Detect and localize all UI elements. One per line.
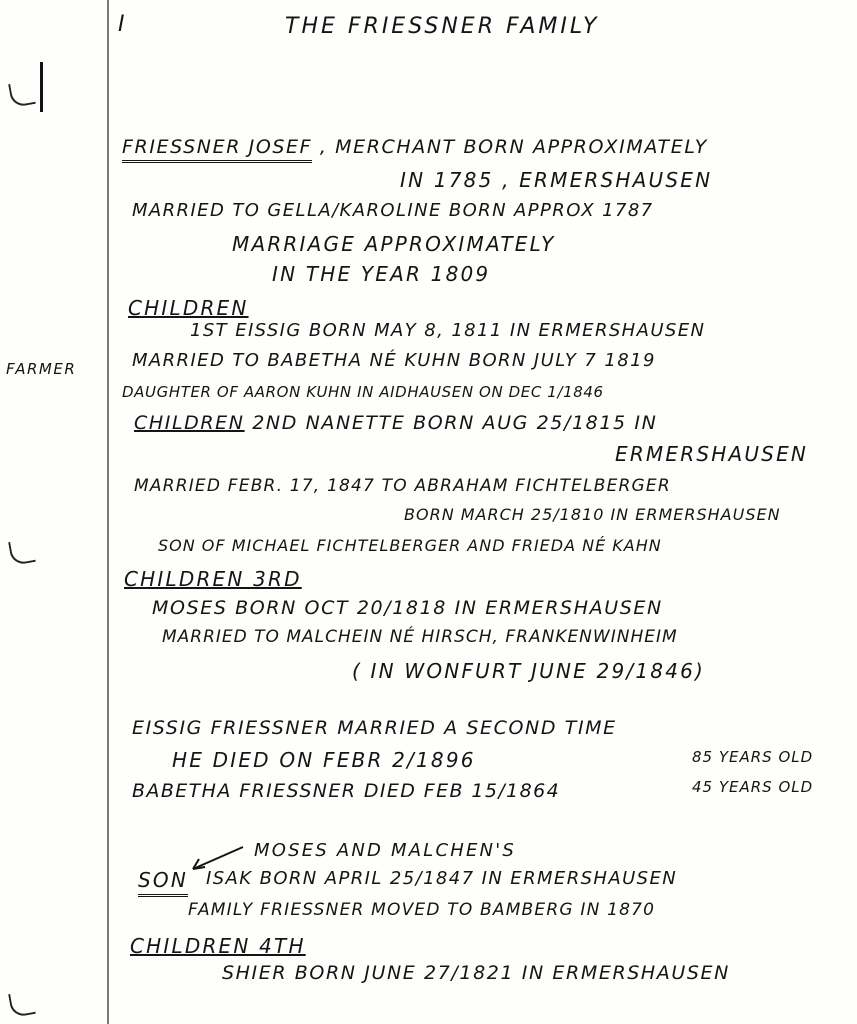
- line-year-1809: IN THE YEAR 1809: [272, 262, 491, 286]
- margin-mark: [40, 62, 43, 112]
- binder-hole-mark-bottom: [8, 990, 36, 1018]
- label-son: SON: [138, 868, 188, 897]
- page-title: THE FRIESSNER FAMILY: [285, 14, 600, 39]
- line-eissig-born: 1ST EISSIG BORN MAY 8, 1811 IN ERMERSHAUSEN: [190, 320, 706, 341]
- line-85-years-old: 85 YEARS OLD: [692, 748, 814, 766]
- heading-children-1: CHILDREN: [128, 296, 249, 320]
- line-josef: [122, 136, 708, 158]
- heading-children-4: CHILDREN 4TH: [130, 934, 306, 958]
- line-isak-born: ISAK BORN APRIL 25/1847 IN ERMERSHAUSEN: [206, 868, 678, 889]
- line-he-died: HE DIED ON FEBR 2/1896: [172, 748, 476, 772]
- margin-rule: [107, 0, 109, 1024]
- line-eissig-second-marriage: EISSIG FRIESSNER MARRIED A SECOND TIME: [132, 717, 617, 739]
- heading-children-2: CHILDREN: [134, 412, 245, 434]
- line-nanette-born: 2ND NANETTE BORN AUG 25/1815 IN: [244, 412, 658, 434]
- heading-children-3: CHILDREN 3RD: [124, 567, 302, 591]
- line-family-moved: FAMILY FRIESSNER MOVED TO BAMBERG IN 1870: [188, 900, 656, 920]
- line-josef-rest: , MERCHANT BORN APPROXIMATELY: [312, 136, 708, 158]
- line-moses-born: MOSES BORN OCT 20/1818 IN ERMERSHAUSEN: [152, 597, 663, 619]
- binder-hole-mark-middle: [8, 538, 36, 566]
- line-married-gella: MARRIED TO GELLA/KAROLINE BORN APPROX 1787: [132, 200, 654, 221]
- margin-note-farmer: FARMER: [6, 360, 77, 378]
- line-married-babetha: MARRIED TO BABETHA NÉ KUHN BORN JULY 7 1819: [132, 350, 656, 371]
- page-number: I: [118, 12, 127, 37]
- line-daughter-aaron: DAUGHTER OF AARON KUHN IN AIDHAUSEN ON DEC 1/1846: [122, 383, 604, 401]
- line-married-abraham: MARRIED FEBR. 17, 1847 TO ABRAHAM FICHTELBERGER: [134, 476, 671, 496]
- binder-hole-mark-top: [8, 80, 36, 108]
- name-josef: FRIESSNER JOSEF: [122, 136, 312, 163]
- line-married-malchein: MARRIED TO MALCHEIN NÉ HIRSCH, FRANKENWINHEIM: [162, 627, 678, 647]
- line-marriage-approx: MARRIAGE APPROXIMATELY: [232, 232, 556, 256]
- line-shier-born: SHIER BORN JUNE 27/1821 IN ERMERSHAUSEN: [222, 962, 730, 984]
- line-children-2-nanette: [134, 412, 657, 434]
- line-ermershausen-2: ERMERSHAUSEN: [615, 442, 809, 466]
- line-born-1785: IN 1785 , ERMERSHAUSEN: [400, 168, 713, 192]
- line-45-years-old: 45 YEARS OLD: [692, 778, 814, 796]
- line-in-wonfurt: ( IN WONFURT JUNE 29/1846): [352, 659, 706, 683]
- line-born-march-1810: BORN MARCH 25/1810 IN ERMERSHAUSEN: [404, 505, 781, 524]
- line-babetha-died: BABETHA FRIESSNER DIED FEB 15/1864: [132, 780, 561, 802]
- line-moses-and-malchens: MOSES AND MALCHEN'S: [254, 840, 516, 861]
- line-son-of-michael: SON OF MICHAEL FICHTELBERGER AND FRIEDA NÉ KAHN: [158, 536, 662, 555]
